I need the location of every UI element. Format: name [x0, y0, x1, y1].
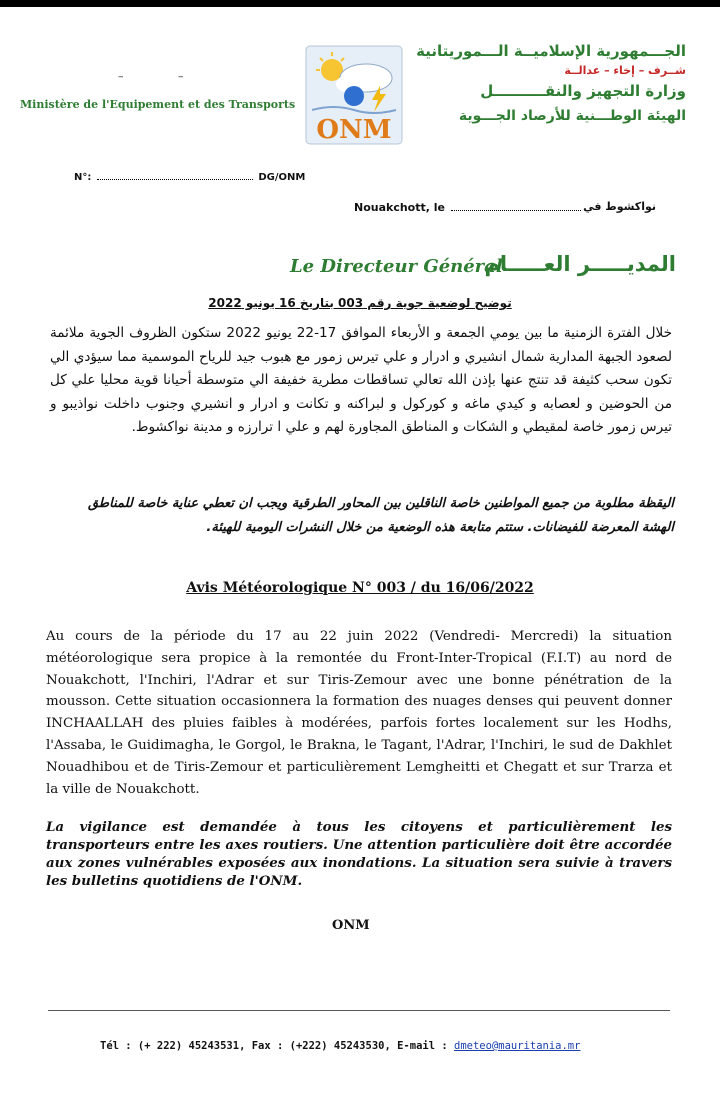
globe-icon [344, 86, 364, 106]
french-vigilance: La vigilance est demandée à tous les citoyens et particulièrement les transporteurs entre les axes routiers. Une attention particulière doit être accordée aux zones vulnérables exposées aux inondations. La situation sera suivie à travers les bulletins quotidiens de l'ONM. [46, 819, 672, 889]
place-fr-label: Nouakchott, le [354, 201, 445, 214]
motto-ar: شــرف – إخاء – عدالــة [564, 64, 686, 77]
reference-dots [97, 171, 253, 180]
footer-divider [48, 1010, 670, 1011]
french-body: Au cours de la période du 17 au 22 juin 2022 (Vendredi- Mercredi) la situation météorologique sera propice à la remontée du Front-Inter-Tropical (F.I.T) au nord de Nouakchott, l'Inchiri, l'Adrar et sur Tiris-Zemour avec une bonne pénétration de la mousson. Cette situation occasionnera la formation des nuages denses qui peuvent donner INCHAALLAH des pluies faibles à modérées, parfois fortes localement sur les Hodhs, l'Assaba, le Guidimagha, le Gorgol, le Brakna, le Tagant, l'Adrar, l'Inchiri, le sud de Dakhlet Nouadhibou et de Tiris-Zemour et particulièrement Lemgheitti et Chegatt et sur Trarza et la ville de Nouakchott. [46, 629, 672, 797]
arabic-vigilance: اليقظة مطلوبة من جميع المواطنين خاصة الناقلين بين المحاور الطرقية ويجب ان تعطي عناية خاصة للمناطق الهشة المعرضة للفيضانات. ستتم متابعة هذه الوضعية من خلال النشرات اليومية للهيئة. [87, 496, 674, 535]
place-date-fr [354, 201, 583, 214]
header-dash-right: – [178, 70, 184, 83]
place-dots [451, 202, 581, 211]
footer-contact-text: Tél : (+ 222) 45243531, Fax : (+222) 45243530, E-mail : [100, 1040, 455, 1052]
reference-label: N°: [74, 172, 92, 183]
director-title-ar: المديـــــر العـــــام [484, 252, 676, 276]
header-dash-left: – [118, 70, 124, 83]
french-title: Avis Météorologique N° 003 / du 16/06/2022 [186, 580, 534, 596]
email-link[interactable]: dmeteo@mauritania.mr [454, 1040, 581, 1052]
logo-text: ONM [316, 115, 392, 145]
onm-name-ar: الهيئة الوطـــنية للأرصاد الجـــوية [458, 108, 686, 124]
place-date-ar: نواكشوط في [583, 200, 656, 213]
arabic-title: توضيح لوضعية جوية رقم 003 بتاريخ 16 يونيو 2022 [208, 296, 512, 310]
ministry-name-ar: وزارة التجهيز والنقــــــــــل [480, 82, 686, 100]
header-arabic [386, 44, 686, 123]
reference-number [74, 171, 305, 183]
footer-contact [100, 1040, 580, 1052]
arabic-body: خلال الفترة الزمنية ما بين يومي الجمعة و الأربعاء الموافق 17-22 يونيو 2022 ستكون الظروف الجوية ملائمة لصعود الجبهة المدارية شمال انشيري و ادرار و علي تيرس زمور مع هبوب جيد للرياح الموسمية مما سيؤدي الي تكون سحب كثيفة قد تنتج عنها بإذن الله تعالي تساقطات مطرية خفيفة الي متوسطة أحيانا قوية محليا علي كل من الحوضين و لعصابه و كيدي ماغه و كوركول و لبراكنه و تكانت و ادرار و انشيري وجنوب داخلت نواذيبو و تيرس زمور خاصة لمقيطي و الشكات و المناطق المجاورة لهم و علي ا ترارزه و مدينة نواكشوط. [50, 325, 672, 436]
reference-suffix: DG/ONM [258, 172, 306, 183]
top-border [0, 0, 720, 7]
signature: ONM [332, 918, 370, 933]
director-title-fr: Le Directeur Général [290, 256, 503, 277]
ministry-name-fr: Ministère de l'Equipement et des Transports [20, 98, 296, 111]
republic-name-ar: الجـــمهورية الإسلاميــة الـــموريتانية [416, 42, 686, 60]
